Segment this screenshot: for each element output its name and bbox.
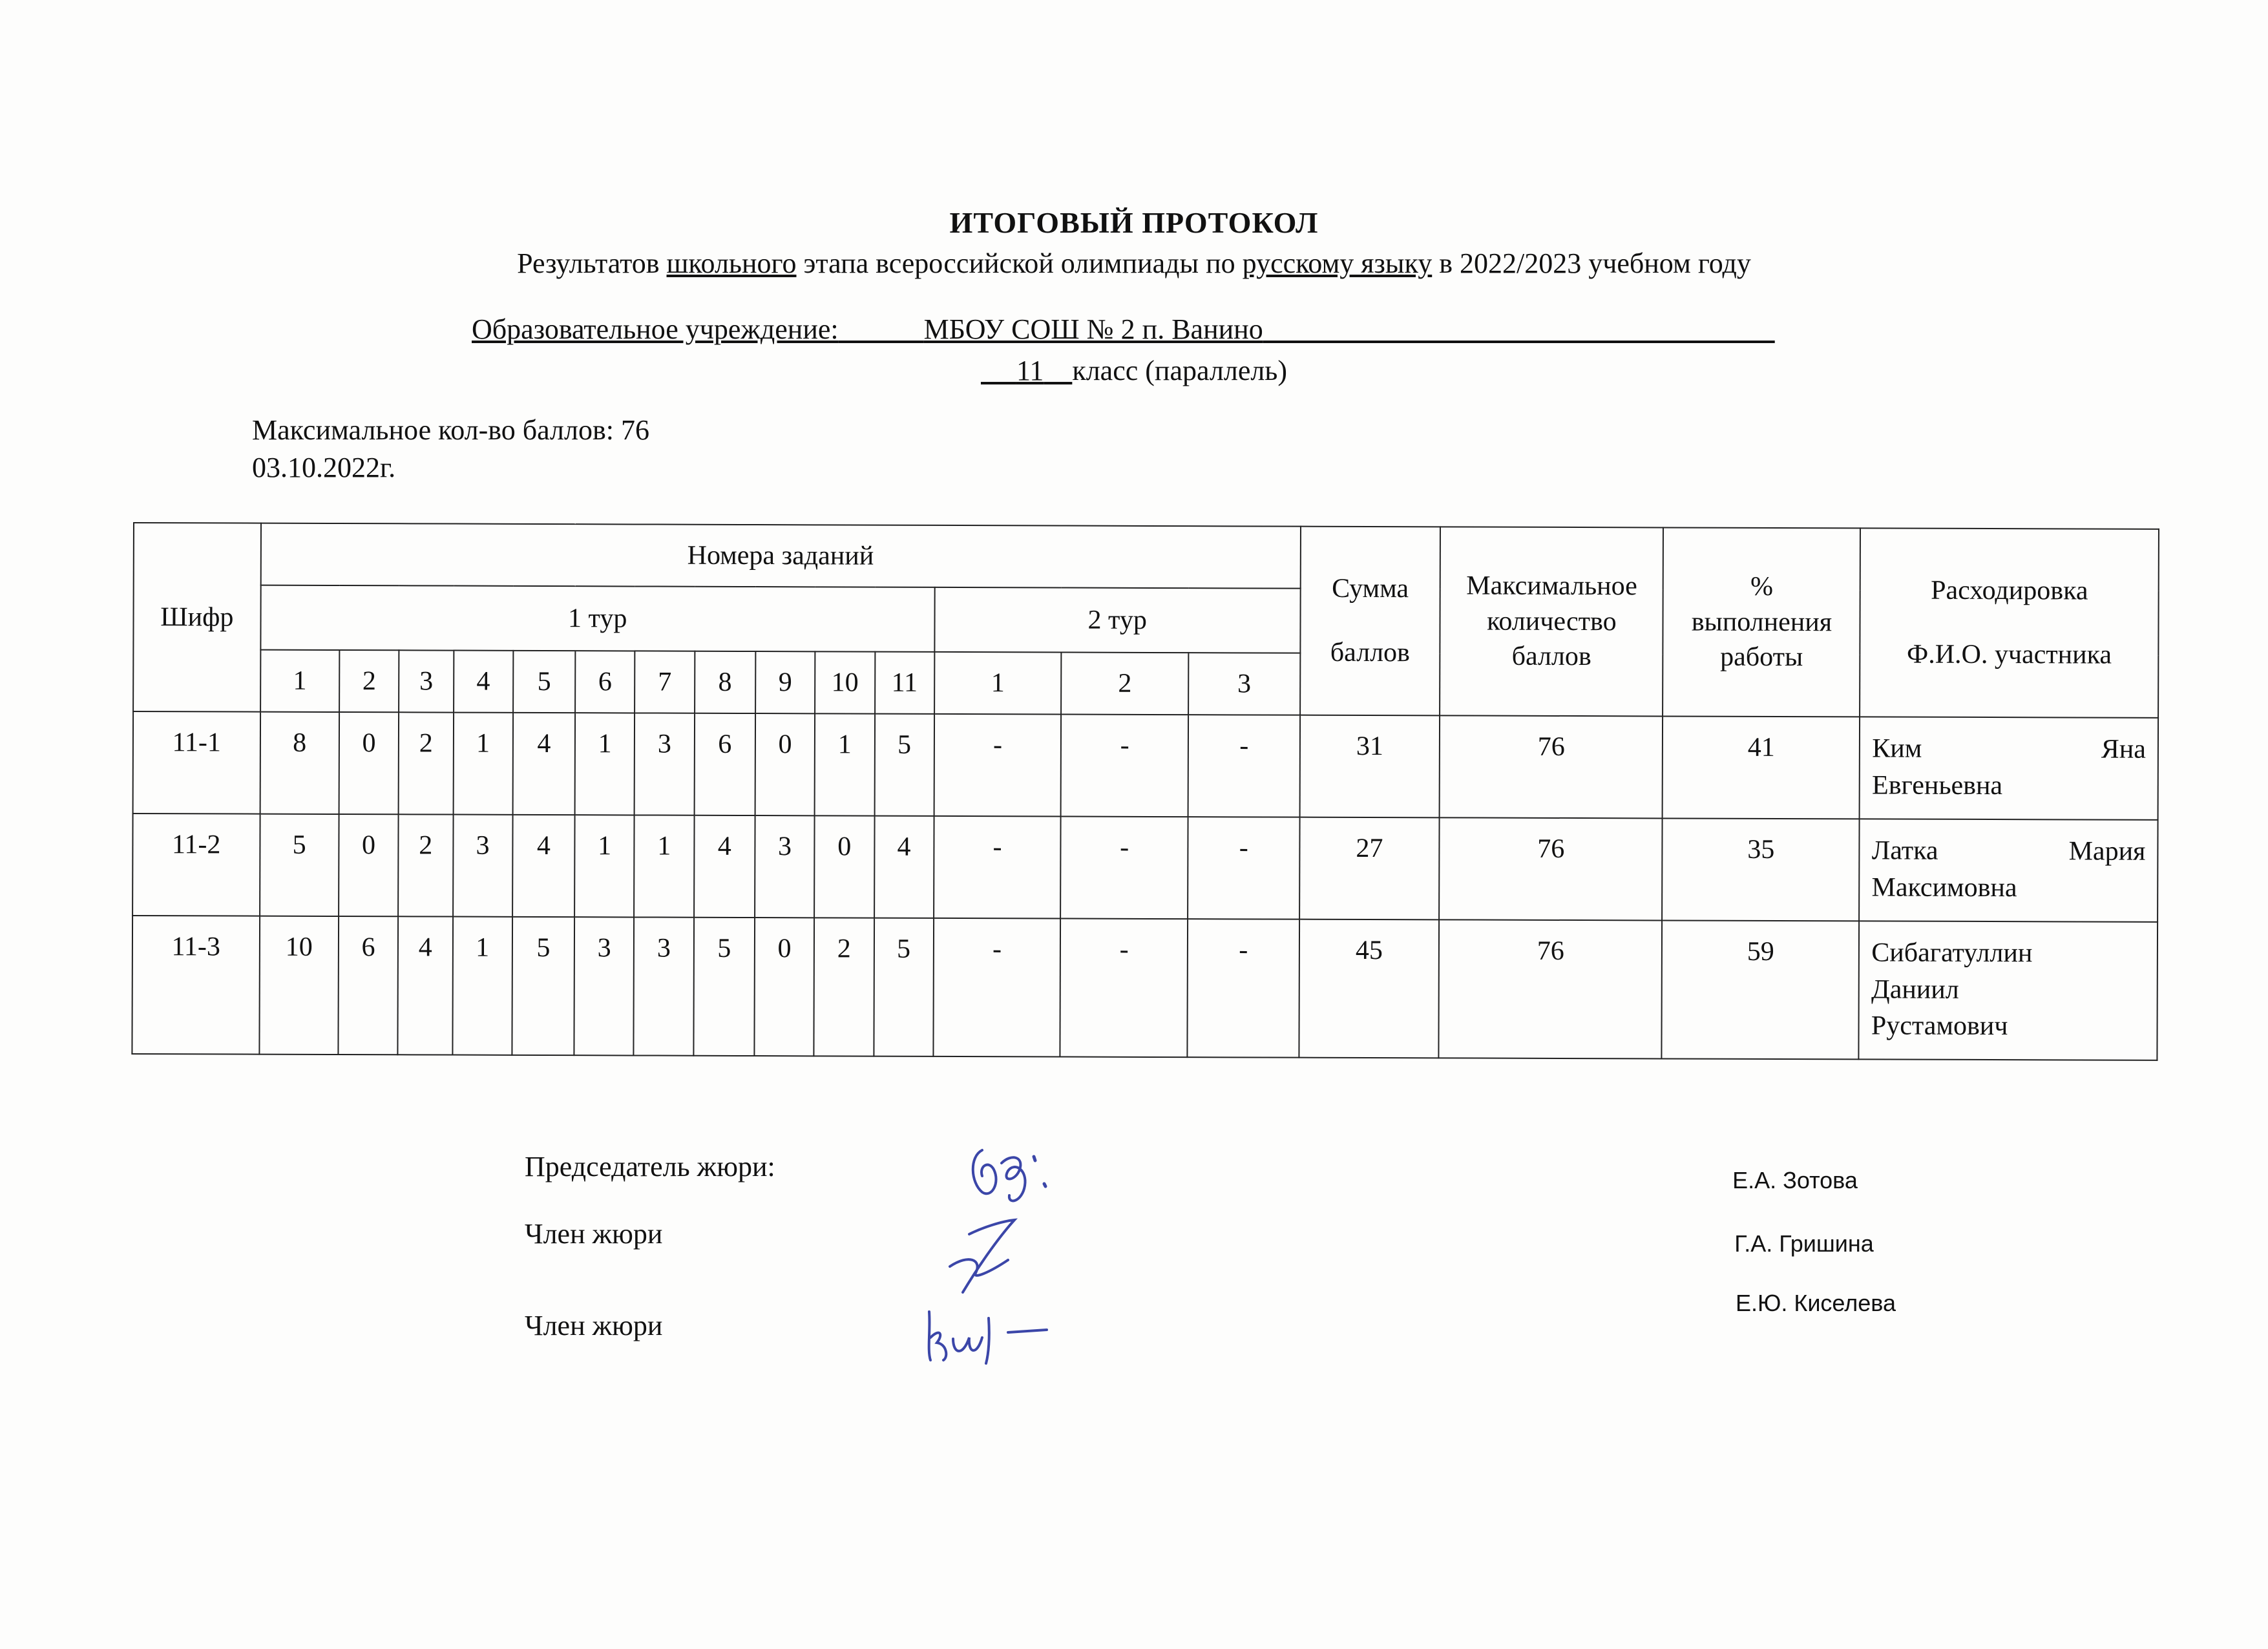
score-cell: 8 [260, 712, 339, 814]
header-decode [1860, 528, 2159, 717]
score-cell: - [1188, 715, 1300, 817]
score-cell: 0 [339, 712, 399, 814]
score-cell: - [933, 918, 1060, 1057]
subtitle-subject: русскому языку [1242, 247, 1433, 279]
participant-name-cell [1859, 921, 2158, 1060]
subtitle-prefix: Результатов [517, 247, 660, 279]
header-percent [1663, 527, 1860, 717]
participant-patronymic: Рустамович [1871, 1011, 2008, 1042]
score-cell: 4 [512, 713, 575, 815]
score-cell: 1 [634, 815, 694, 917]
score-cell: 1 [453, 713, 513, 815]
task-number: 4 [454, 651, 514, 713]
percent-cell: 35 [1662, 818, 1859, 921]
jury-member-label: Член жюри [525, 1310, 663, 1341]
header-decode-line1: Расходировка [1931, 576, 2088, 606]
participant-first-name: Яна [2101, 734, 2146, 764]
participant-patronymic: Евгеньевна [1872, 770, 2003, 801]
table-row [132, 916, 2158, 1060]
score-cell: 1 [575, 713, 635, 815]
task-number: 8 [695, 651, 756, 713]
score-cell: - [1061, 817, 1188, 919]
max-score-text: Максимальное кол-во баллов: 76 [252, 414, 649, 446]
score-cell: 1 [452, 917, 512, 1055]
percent-cell: 59 [1662, 920, 1860, 1059]
task-number: 6 [575, 651, 635, 713]
task-number: 3 [399, 650, 454, 712]
chair-signature [963, 1131, 1073, 1215]
score-cell: 5 [512, 917, 574, 1055]
institution-blank-before [839, 313, 924, 345]
score-cell: 1 [815, 713, 875, 815]
subtitle-year: в 2022/2023 учебном году [1439, 247, 1751, 279]
score-cell: 4 [398, 916, 453, 1055]
score-cell: 4 [512, 815, 575, 917]
jury-chair-label: Председатель жюри: [525, 1151, 775, 1182]
header-sum-line1: Сумма [1332, 574, 1409, 604]
score-cell: 5 [874, 918, 934, 1056]
results-table [131, 522, 2159, 1061]
cipher-cell: 11-1 [133, 711, 260, 814]
institution-label: Образовательное учреждение: [472, 313, 839, 345]
task-number: 3 [1188, 653, 1300, 715]
score-cell: - [1187, 919, 1299, 1058]
task-number: 9 [755, 651, 815, 713]
participant-first-name: Мария [2068, 836, 2146, 867]
score-cell: 2 [399, 712, 454, 814]
task-number: 2 [1061, 653, 1188, 715]
institution-line [472, 313, 1775, 346]
score-cell: - [934, 714, 1061, 817]
score-cell: 2 [814, 918, 874, 1056]
protocol-date: 03.10.2022г. [252, 452, 396, 483]
table-row [132, 814, 2158, 922]
score-cell: 5 [874, 714, 934, 816]
score-cell: 3 [635, 713, 695, 815]
institution-value: МБОУ СОШ № 2 п. Ванино [923, 313, 1263, 345]
score-cell: - [1060, 919, 1188, 1058]
header-tour-2: 2 тур [934, 587, 1300, 653]
subtitle-mid: этапа всероссийской олимпиады по [803, 247, 1235, 279]
score-cell: 5 [693, 918, 755, 1056]
participant-surname: Ким [1872, 733, 1922, 764]
max-cell: 76 [1439, 817, 1663, 920]
sum-cell: 27 [1299, 817, 1440, 920]
score-cell: 4 [694, 815, 755, 918]
grade-suffix: класс (параллель) [1072, 355, 1288, 386]
cipher-cell: 11-2 [132, 814, 260, 916]
max-cell: 76 [1439, 919, 1663, 1058]
header-percent-text: выполнения работы [1691, 607, 1832, 673]
score-cell: 1 [574, 815, 635, 917]
score-cell: 5 [260, 814, 339, 916]
participant-first-name: Даниил [1871, 974, 1959, 1005]
score-cell: - [1188, 817, 1299, 919]
percent-cell: 41 [1663, 716, 1860, 819]
jury-member-name: Г.А. Гришина [1734, 1230, 1874, 1257]
cipher-cell: 11-3 [132, 916, 259, 1055]
participant-name-cell [1860, 717, 2158, 819]
score-cell: 6 [338, 916, 398, 1055]
task-number: 2 [339, 650, 399, 712]
sum-cell: 31 [1299, 715, 1440, 818]
task-number: 10 [815, 651, 875, 713]
grade-value: 11 [1016, 355, 1044, 386]
sum-cell: 45 [1299, 919, 1439, 1058]
score-cell: 2 [398, 814, 453, 916]
header-decode-line2: Ф.И.О. участника [1906, 639, 2112, 670]
document-title: ИТОГОВЫЙ ПРОТОКОЛ [949, 206, 1319, 239]
document-subtitle [0, 247, 2268, 280]
grade-line [0, 354, 2268, 387]
jury-chair-name: Е.А. Зотова [1732, 1167, 1858, 1193]
header-percent-symbol: % [1750, 571, 1774, 602]
score-cell: 3 [574, 917, 635, 1055]
table-row [133, 711, 2158, 820]
task-number: 7 [635, 651, 695, 713]
task-number: 11 [875, 652, 935, 714]
max-cell: 76 [1440, 715, 1663, 818]
participant-surname: Латка [1871, 835, 1938, 866]
header-tour-1: 1 тур [260, 585, 935, 652]
jury-member-label: Член жюри [525, 1218, 663, 1250]
jury-member-name: Е.Ю. Киселева [1735, 1290, 1896, 1316]
institution-blank-after [1263, 313, 1775, 345]
score-cell: 3 [634, 917, 694, 1055]
header-max-score: Максимальное количество баллов [1440, 527, 1663, 716]
header-sum-line2: баллов [1330, 637, 1410, 668]
member-signature [937, 1215, 1034, 1299]
score-cell: - [1061, 715, 1188, 817]
task-number: 5 [513, 651, 576, 713]
score-cell: 0 [814, 815, 874, 918]
member-signature [918, 1299, 1060, 1370]
score-cell: 6 [694, 713, 755, 815]
score-cell: - [934, 816, 1061, 919]
score-cell: 0 [339, 814, 399, 916]
header-cipher: Шифр [133, 523, 261, 712]
task-number: 1 [260, 650, 340, 712]
score-cell: 3 [755, 815, 815, 918]
subtitle-stage: школьного [666, 247, 797, 279]
participant-patronymic: Максимовна [1871, 872, 2017, 903]
score-cell: 4 [874, 816, 934, 918]
task-number: 1 [934, 652, 1062, 715]
score-cell: 0 [755, 713, 815, 815]
participant-name-cell [1859, 819, 2158, 921]
score-cell: 3 [453, 815, 513, 917]
score-cell: 0 [754, 918, 814, 1056]
header-task-numbers: Номера заданий [260, 523, 1300, 589]
header-sum [1300, 527, 1441, 716]
participant-surname: Сибагатуллин [1871, 938, 2033, 969]
score-cell: 10 [259, 916, 339, 1055]
